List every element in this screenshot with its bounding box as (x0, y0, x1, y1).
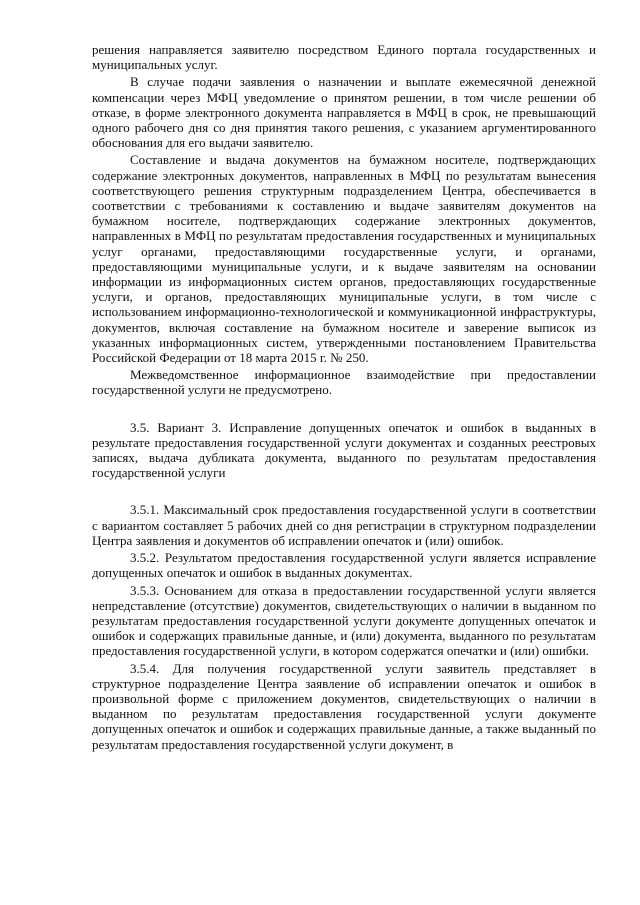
section-heading-3-5: 3.5. Вариант 3. Исправление допущенных опечаток и ошибок в выданных в результате предоставления государственной услуги документах и созданных реестровых записях, выдача дубликата документа, выданного по результатам предоставления государственной услуги (92, 419, 596, 481)
clause-3-5-3: 3.5.3. Основанием для отказа в предоставлении государственной услуги является непредставление (отсутствие) документов, свидетельствующих о наличии в выданном по результатам предоставления государственной услуги документе допущенных опечаток и ошибок и содержащих правильные данные, и (или) документа, выданного по результатам предоставления государственной услуги, в котором содержатся опечатки и (или) ошибки. (92, 582, 596, 659)
paragraph-mfc-notification: В случае подачи заявления о назначении и выплате ежемесячной денежной компенсации через МФЦ уведомление о принятом решении, в том числе решении об отказе, в форме электронного документа направляется в МФЦ в срок, не превышающий одного рабочего дня со дня принятия такого решения, с указанием аргументированного обоснования для его выдачи заявителю. (92, 74, 596, 151)
clause-3-5-2: 3.5.2. Результатом предоставления государственной услуги является исправление допущенных опечаток и ошибок в выданных документах. (92, 550, 596, 581)
paragraph-paper-documents: Составление и выдача документов на бумажном носителе, подтверждающих содержание электронных документов, направленных в МФЦ по результатам вынесения соответствующего решения структурным подразделением Центра, обеспечивается в соответствии с требованиями к составлению и выдаче заявителям документов на бумажном носителе, подтверждающих содержание электронных документов, направленных в МФЦ по результатам предоставления государственных и муниципальных услуг органами, предоставляющими государственные услуги, и органами, предоставляющими муниципальные услуги, и к выдаче заявителям на основании информации из информационных систем органов, предоставляющих государственные услуги, и органов, предоставляющих муниципальные услуги, в том числе с использованием информационно-технологической и коммуникационной инфраструктуры, документов, включая составление на бумажном носителе и заверение выписок из указанных информационных систем, утвержденными постановлением Правительства Российской Федерации от 18 марта 2015 г. № 250. (92, 152, 596, 366)
clause-3-5-4: 3.5.4. Для получения государственной услуги заявитель представляет в структурное подразделение Центра заявление об исправлении опечаток и ошибок в произвольной форме с приложением документов, свидетельствующих о наличии в выданном по результатам предоставления государственной услуги документе допущенных опечаток и ошибок и содержащих правильные данные, а также выданный по результатам предоставления государственной услуги документ, в (92, 660, 596, 752)
paragraph-interagency: Межведомственное информационное взаимодействие при предоставлении государственной услуги не предусмотрено. (92, 367, 596, 398)
clause-3-5-1: 3.5.1. Максимальный срок предоставления государственной услуги в соответствии с вариантом составляет 5 рабочих дней со дня регистрации в структурном подразделении Центра заявления и документов об исправлении опечаток и (или) ошибок. (92, 502, 596, 548)
paragraph-continuation: решения направляется заявителю посредством Единого портала государственных и муниципальных услуг. (92, 42, 596, 73)
